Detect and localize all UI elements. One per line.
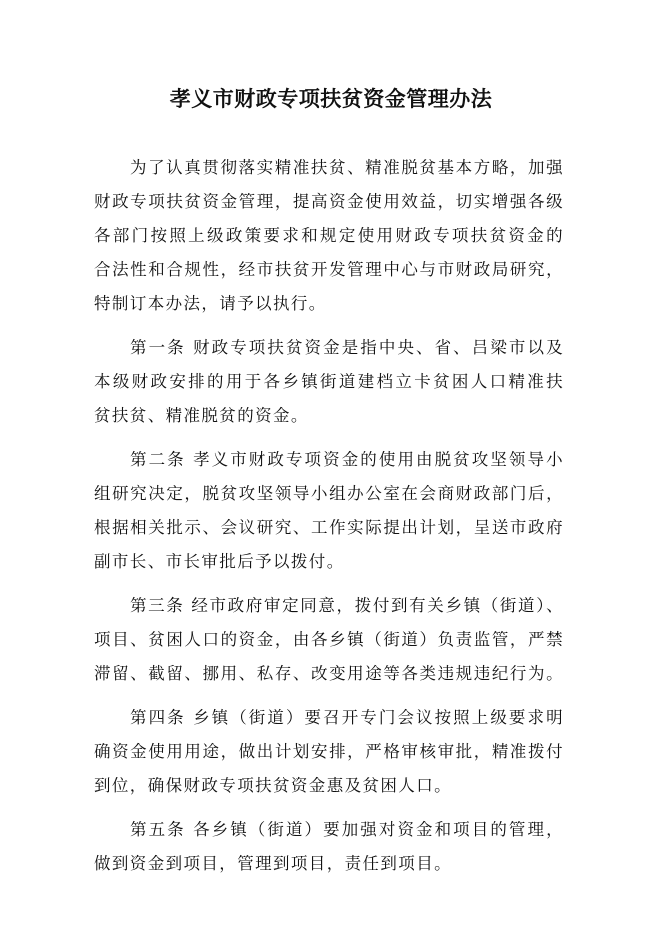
paragraph-line: 第二条 孝义市财政专项资金的使用由脱贫攻坚领导小 (130, 450, 564, 469)
document-body (94, 151, 564, 891)
paragraph-line: 第四条 乡镇（街道）要召开专门会议按照上级要求明 (130, 708, 564, 727)
paragraph-line: 贫扶贫、精准脱贫的资金。 (94, 406, 309, 425)
paragraph-line: 到位，确保财政专项扶贫资金惠及贫困人口。 (94, 776, 452, 795)
paragraph-line: 各部门按照上级政策要求和规定使用财政专项扶贫资金的 (94, 226, 564, 245)
paragraph-line: 根据相关批示、会议研究、工作实际提出计划，呈送市政府 (94, 518, 564, 537)
document-title: 孝义市财政专项扶贫资金管理办法 (169, 87, 493, 111)
paragraph-line: 做到资金到项目，管理到项目，责任到项目。 (94, 854, 452, 873)
paragraph-line: 滞留、截留、挪用、私存、改变用途等各类违规违纪行为。 (94, 664, 564, 683)
paragraph-line: 副市长、市长审批后予以拨付。 (94, 552, 345, 571)
paragraph-line: 合法性和合规性，经市扶贫开发管理中心与市财政局研究， (94, 260, 564, 279)
paragraph-line: 确资金使用用途，做出计划安排，严格审核审批，精准拨付 (94, 742, 564, 761)
paragraph-article-3 (94, 589, 564, 691)
paragraph-article-2 (94, 443, 564, 579)
paragraph-article-4 (94, 701, 564, 803)
paragraph-article-5 (94, 813, 564, 881)
paragraph-preamble (94, 151, 564, 321)
paragraph-line: 第五条 各乡镇（街道）要加强对资金和项目的管理， (130, 820, 564, 839)
paragraph-line: 为了认真贯彻落实精准扶贫、精准脱贫基本方略，加强 (130, 158, 564, 177)
paragraph-line: 组研究决定，脱贫攻坚领导小组办公室在会商财政部门后， (94, 484, 564, 503)
paragraph-line: 特制订本办法，请予以执行。 (94, 294, 327, 313)
paragraph-line: 第一条 财政专项扶贫资金是指中央、省、吕梁市以及 (130, 338, 564, 357)
paragraph-line: 项目、贫困人口的资金，由各乡镇（街道）负责监管，严禁 (94, 630, 564, 649)
paragraph-article-1 (94, 331, 564, 433)
paragraph-line: 本级财政安排的用于各乡镇街道建档立卡贫困人口精准扶 (94, 372, 564, 391)
paragraph-line: 第三条 经市政府审定同意，拨付到有关乡镇（街道）、 (130, 596, 564, 615)
paragraph-line: 财政专项扶贫资金管理，提高资金使用效益，切实增强各级 (94, 192, 564, 211)
